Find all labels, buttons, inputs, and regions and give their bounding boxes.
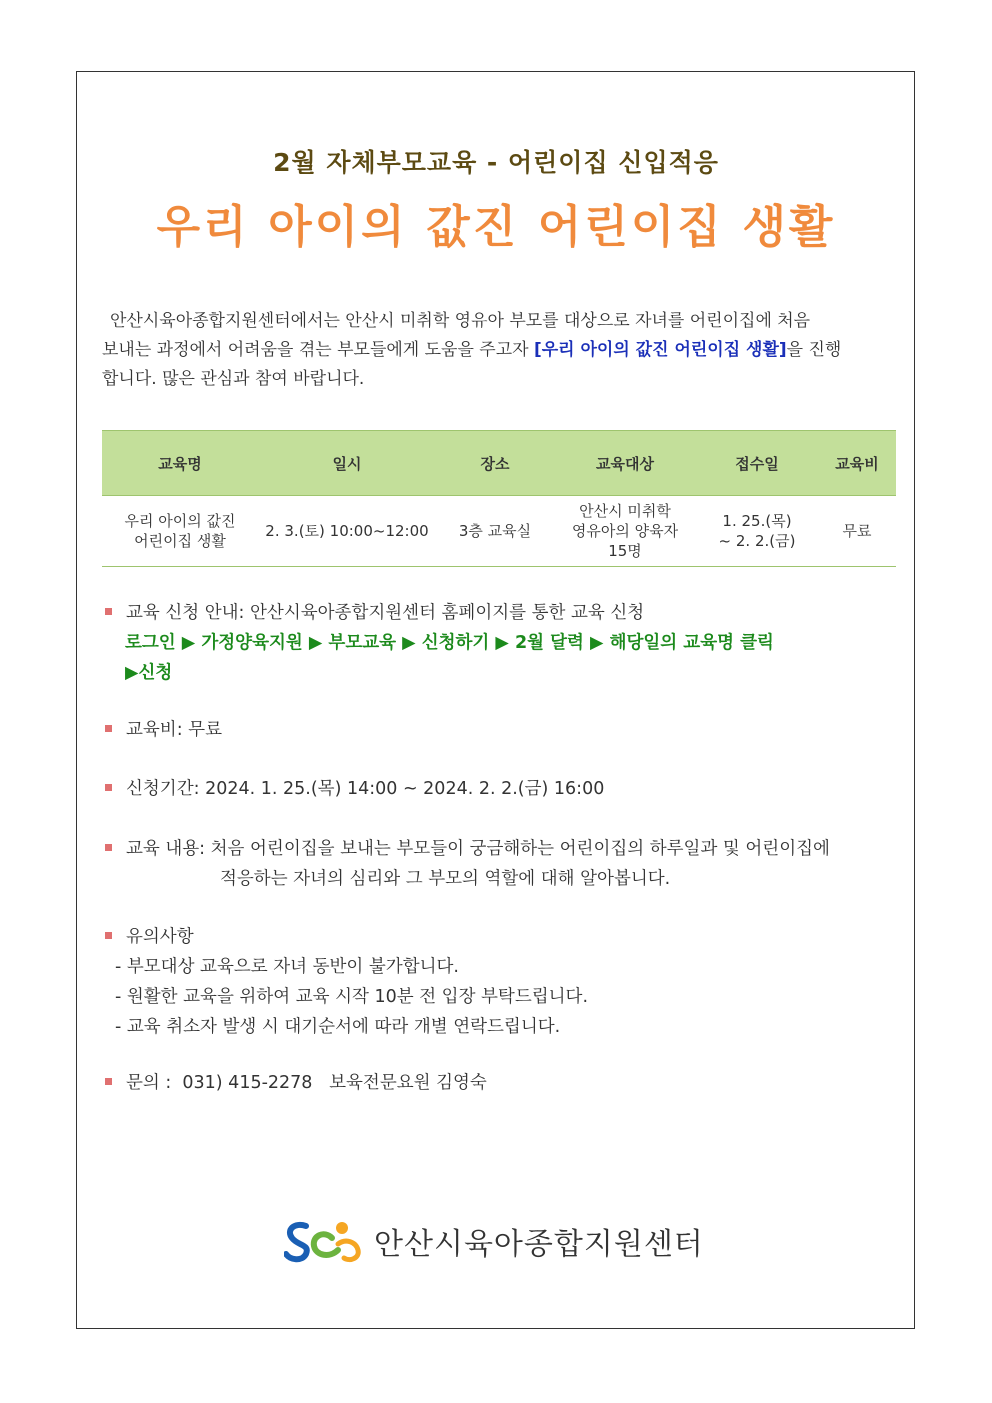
bullet-icon <box>105 844 112 851</box>
cell-target-line-1: 안산시 미취학 <box>579 502 671 520</box>
cell-place: 3층 교육실 <box>436 496 554 567</box>
bullet-icon <box>105 725 112 732</box>
cell-target-line-2: 영유아의 양육자 <box>571 522 679 540</box>
apply-guide-section <box>105 598 905 688</box>
notes-section <box>105 922 905 1042</box>
apply-path-line-1: 로그인 ▶ 가정양육지원 ▶ 부모교육 ▶ 신청하기 ▶ 2월 달력 ▶ 해당일의 교육명 클릭 <box>125 633 774 653</box>
period-text: 신청기간: 2024. 1. 25.(목) 14:00 ~ 2024. 2. 2.(금) 16:00 <box>126 779 605 799</box>
period-section <box>105 774 905 804</box>
fee-text: 교육비: 무료 <box>126 720 222 740</box>
contact-section <box>105 1068 905 1098</box>
subtitle: 2월 자체부모교육 - 어린이집 신입적응 <box>273 148 719 177</box>
intro-paragraph <box>102 307 894 394</box>
content-line-2: 적응하는 자녀의 심리와 그 부모의 역할에 대해 알아봅니다. <box>220 869 671 889</box>
note-item: - 교육 취소자 발생 시 대기순서에 따라 개별 연락드립니다. <box>115 1017 561 1037</box>
intro-line-2 <box>102 336 894 365</box>
intro-line-3: 합니다. 많은 관심과 참여 바랍니다. <box>102 369 365 389</box>
header-datetime: 일시 <box>258 431 436 496</box>
header-reception: 접수일 <box>696 431 818 496</box>
fee-section <box>105 715 905 745</box>
cell-name-line-1: 우리 아이의 값진 <box>124 512 236 530</box>
cell-reception <box>696 496 818 567</box>
content-section <box>105 834 905 894</box>
header-fee: 교육비 <box>818 431 896 496</box>
main-title: 우리 아이의 값진 어린이집 생활 <box>156 200 836 253</box>
intro-line-2-pre: 보내는 과정에서 어려움을 겪는 부모들에게 도움을 주고자 <box>102 340 534 360</box>
cell-target <box>554 496 696 567</box>
content-text-1: 교육 내용: 처음 어린이집을 보내는 부모들이 궁금해하는 어린이집의 하루일과 및 어린이집에 <box>126 839 830 859</box>
header-target: 교육대상 <box>554 431 696 496</box>
cell-datetime: 2. 3.(토) 10:00~12:00 <box>258 496 436 567</box>
cell-name <box>102 496 258 567</box>
intro-highlight: [우리 아이의 값진 어린이집 생활] <box>533 340 787 360</box>
cell-name-line-2: 어린이집 생활 <box>134 532 226 550</box>
note-item: - 원활한 교육을 위하여 교육 시작 10분 전 입장 부탁드립니다. <box>115 987 589 1007</box>
content-line-1 <box>105 834 905 864</box>
center-logo <box>284 1216 704 1266</box>
document-frame <box>76 71 915 1329</box>
table-header-row <box>102 431 896 496</box>
bullet-icon <box>105 608 112 615</box>
header-place: 장소 <box>436 431 554 496</box>
education-table <box>102 430 896 567</box>
notes-title-line <box>105 922 905 952</box>
center-logo-text: 안산시육아종합지원센터 <box>374 1227 704 1262</box>
center-logo-icon <box>284 1216 364 1266</box>
bullet-icon <box>105 932 112 939</box>
cell-fee: 무료 <box>818 496 896 567</box>
cell-reception-line-2: ~ 2. 2.(금) <box>718 532 796 550</box>
header-name: 교육명 <box>102 431 258 496</box>
intro-line-1: 안산시육아종합지원센터에서는 안산시 미취학 영유아 부모를 대상으로 자녀를 어린이집에 처음 <box>110 311 811 331</box>
intro-line-2-post: 을 진행 <box>786 340 842 360</box>
cell-target-line-3: 15명 <box>608 542 642 560</box>
contact-text: 문의 : 031) 415-2278 보육전문요원 김영숙 <box>126 1073 487 1093</box>
table-row <box>102 496 896 567</box>
bullet-icon <box>105 1078 112 1085</box>
apply-path-line-2: ▶신청 <box>125 663 173 683</box>
apply-guide-line <box>105 598 905 628</box>
note-item: - 부모대상 교육으로 자녀 동반이 불가합니다. <box>115 957 459 977</box>
apply-guide-text: 교육 신청 안내: 안산시육아종합지원센터 홈페이지를 통한 교육 신청 <box>126 603 645 623</box>
bullet-icon <box>105 784 112 791</box>
notes-title: 유의사항 <box>126 927 194 947</box>
cell-reception-line-1: 1. 25.(목) <box>722 512 792 530</box>
